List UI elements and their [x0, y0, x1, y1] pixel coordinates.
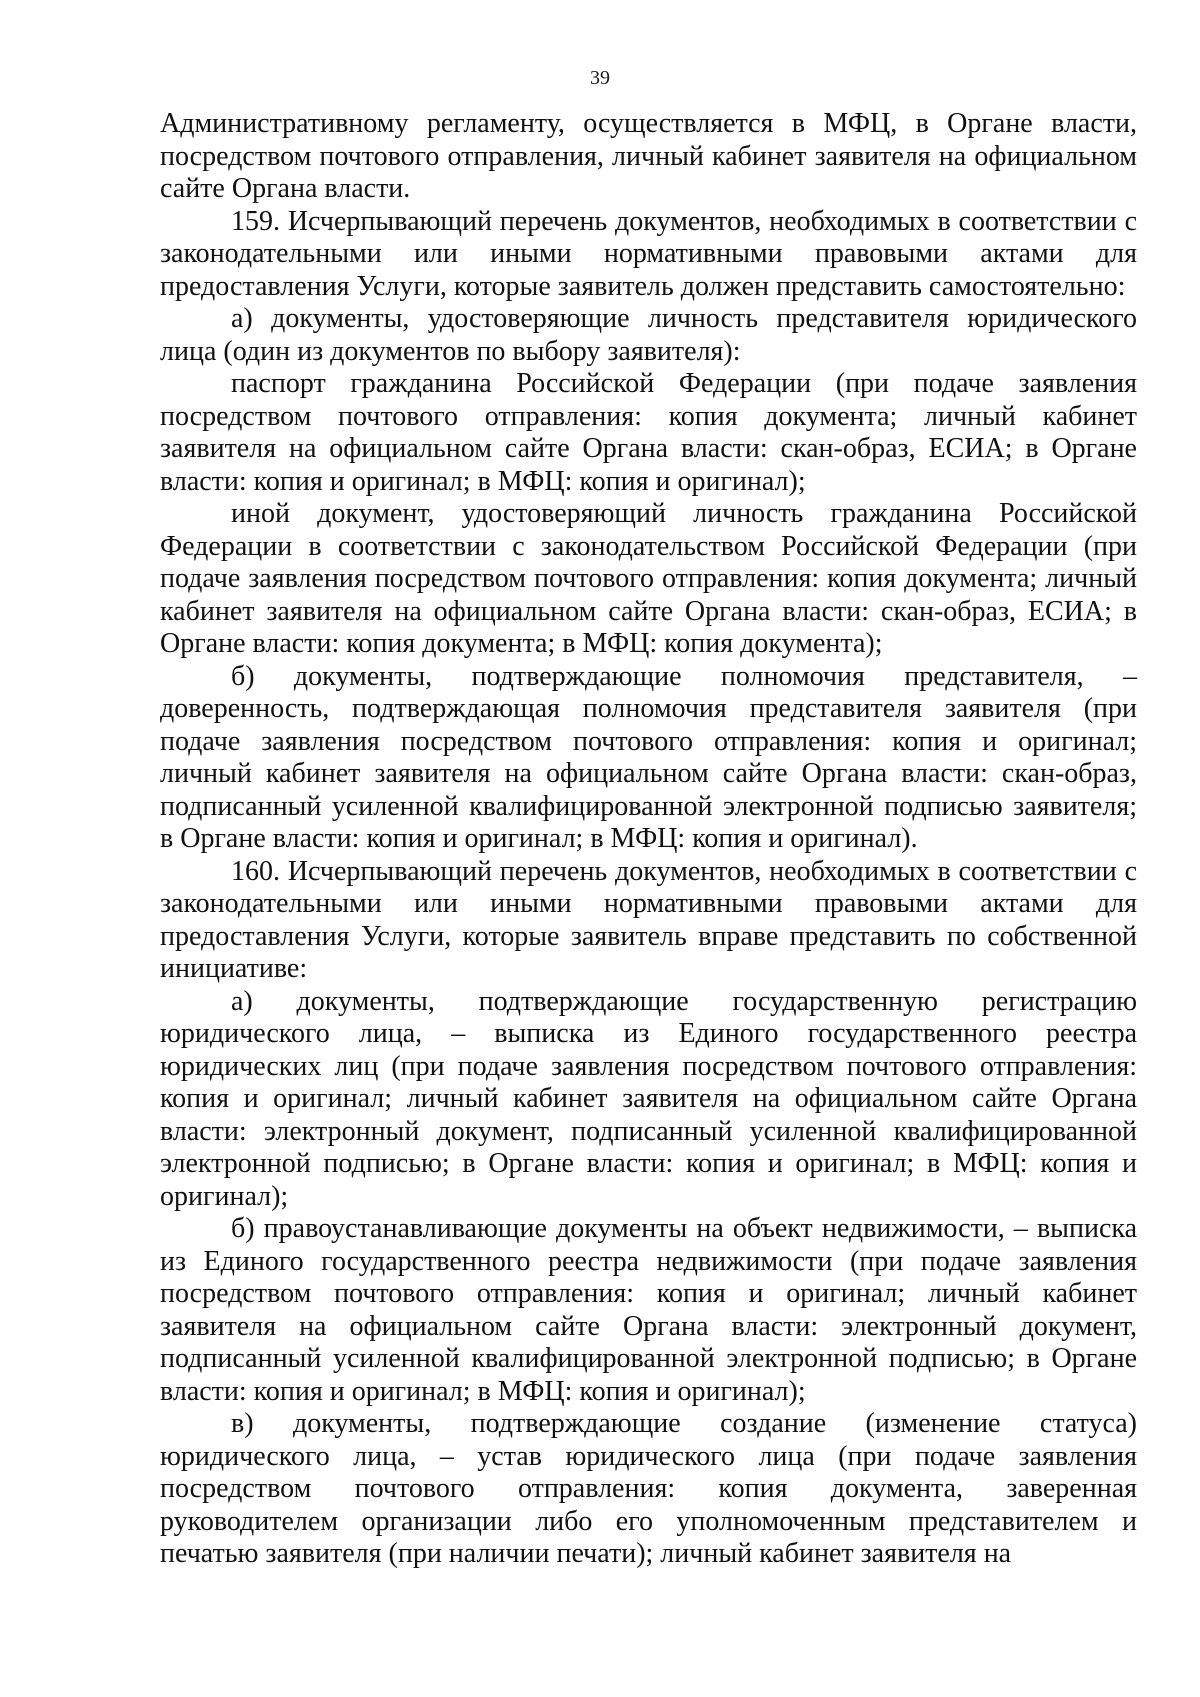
paragraph-159-a-passport: паспорт гражданина Российской Федерации (при подаче заявления посредством почтового отправления: копия документа; личный кабинет заявителя на официальном сайте Органа власти: скан-образ, ЕСИА; в Органе власти: копия и оригинал; в МФЦ: копия и оригинал); [160, 368, 1137, 497]
paragraph-159-a: а) документы, удостоверяющие личность представителя юридического лица (один из документов по выбору заявителя): [160, 303, 1137, 367]
paragraph-159-a-other-id: иной документ, удостоверяющий личность гражданина Российской Федерации в соответствии с законодательством Российской Федерации (при подаче заявления посредством почтового отправления: копия документа; личный кабинет заявителя на официальном сайте Органа власти: скан-образ, ЕСИА; в Органе власти: копия документа; в МФЦ: копия документа); [160, 498, 1137, 659]
paragraph-159-b: б) документы, подтверждающие полномочия представителя, – доверенность, подтверждающая полномочия представителя заявителя (при подаче заявления посредством почтового отправления: копия и оригинал; личный кабинет заявителя на официальном сайте Органа власти: скан-образ, подписанный усиленной квалифицированной электронной подписью заявителя; в Органе власти: копия и оригинал; в МФЦ: копия и оригинал). [160, 660, 1137, 854]
page-number: 39 [590, 67, 610, 89]
paragraph-160-b: б) правоустанавливающие документы на объект недвижимости, – выписка из Единого государственного реестра недвижимости (при подаче заявления посредством почтового отправления: копия и оригинал; личный кабинет заявителя на официальном сайте Органа власти: электронный документ, подписанный усиленной квалифицированной электронной подписью; в Органе власти: копия и оригинал; в МФЦ: копия и оригинал); [160, 1213, 1137, 1407]
paragraph-160-a: а) документы, подтверждающие государственную регистрацию юридического лица, – выписка из Единого государственного реестра юридических лиц (при подаче заявления посредством почтового отправления: копия и оригинал; личный кабинет заявителя на официальном сайте Органа власти: электронный документ, подписанный усиленной квалифицированной электронной подписью; в Органе власти: копия и оригинал; в МФЦ: копия и оригинал); [160, 985, 1137, 1212]
paragraph-intro-continuation: Административному регламенту, осуществляется в МФЦ, в Органе власти, посредством почтового отправления, личный кабинет заявителя на официальном сайте Органа власти. [160, 108, 1137, 204]
paragraph-159: 159. Исчерпывающий перечень документов, необходимых в соответствии с законодательными или иными нормативными правовыми актами для предоставления Услуги, которые заявитель должен представить самостоятельно: [160, 205, 1137, 302]
document-body [160, 108, 1137, 1571]
paragraph-160-c: в) документы, подтверждающие создание (изменение статуса) юридического лица, – устав юридического лица (при подаче заявления посредством почтового отправления: копия документа, заверенная руководителем организации либо его уполномоченным представителем и печатью заявителя (при наличии печати); личный кабинет заявителя на [160, 1408, 1137, 1569]
paragraph-160: 160. Исчерпывающий перечень документов, необходимых в соответствии с законодательными или иными нормативными правовыми актами для предоставления Услуги, которые заявитель вправе представить по собственной инициативе: [160, 855, 1137, 984]
